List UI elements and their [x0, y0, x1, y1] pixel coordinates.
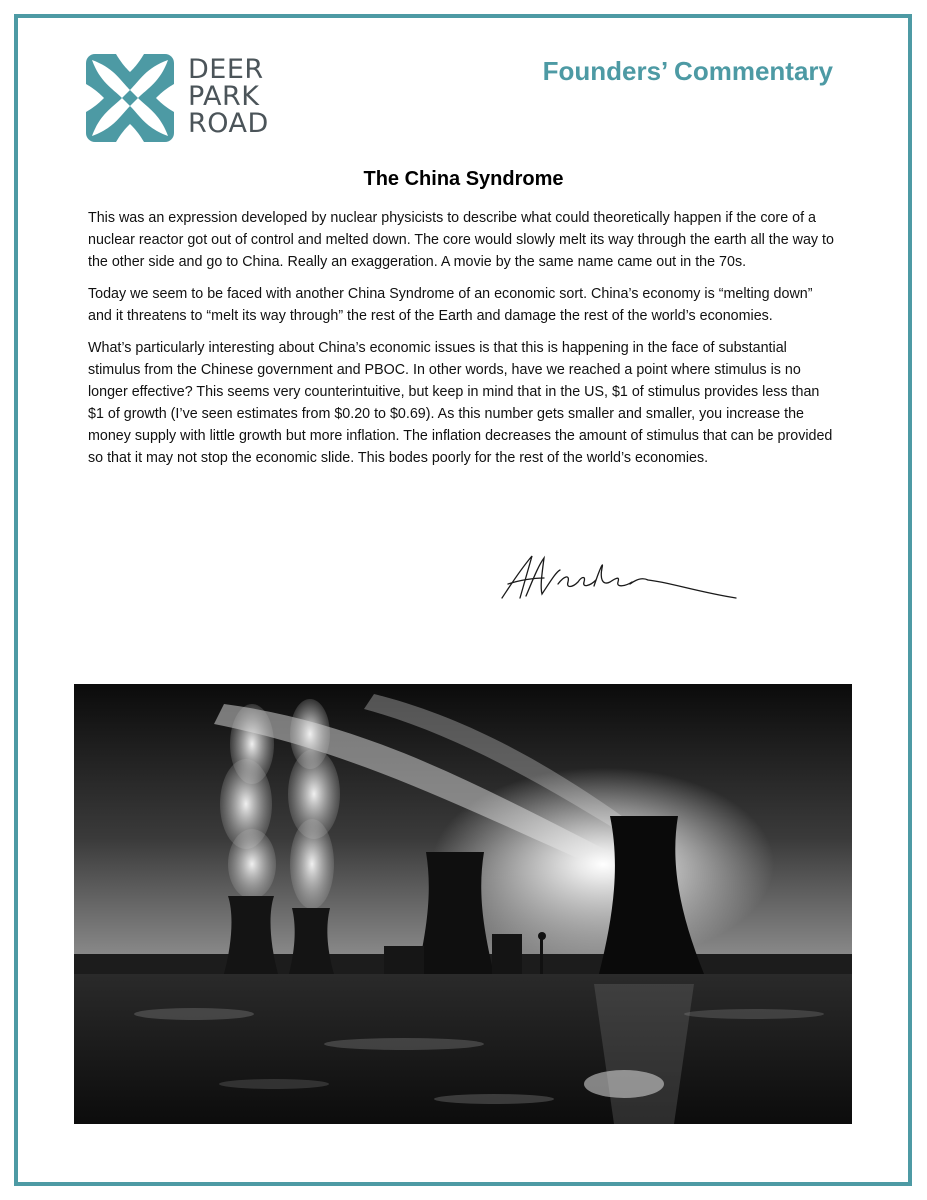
logo-line-deer: DEER — [188, 54, 264, 85]
company-logo — [86, 54, 276, 142]
article-paragraph: What’s particularly interesting about China’s economic issues is that this is happening in the face of substantial stimulus from the Chinese government and PBOC. In other words, have we reached a point where stimulus is no longer effective? This seems very counterintuitive, but keep in mind that in the US, $1 of stimulus provides less than $1 of growth (I’ve seen estimates from $0.20 to $0.69). As this number gets smaller and smaller, you increase the money supply with little growth but more inflation. The inflation decreases the amount of stimulus that can be provided so that it may not stop the economic slide. This bodes poorly for the rest of the world’s economies. — [88, 340, 833, 466]
cooling-towers-photo — [74, 684, 852, 1124]
deer-park-road-logo-icon — [86, 54, 174, 142]
article-paragraph: Today we seem to be faced with another China Syndrome of an economic sort. China’s economy is “melting down” and it threatens to “melt its way through” the rest of the Earth and damage the rest of the world’s economies. — [88, 286, 813, 324]
signature-icon — [498, 548, 738, 602]
page-header-title: Founders’ Commentary — [542, 56, 833, 86]
logo-wordmark — [188, 56, 269, 137]
article-paragraph: This was an expression developed by nuclear physicists to describe what could theoretically happen if the core of a nuclear reactor got out of control and melted down. The core would slowly melt its way through the earth all the way to the other side and go to China. Really an exaggeration. A movie by the same name came out in the 70s. — [88, 210, 834, 270]
logo-line-road: ROAD — [188, 108, 269, 139]
article-title: The China Syndrome — [363, 168, 564, 190]
logo-line-park: PARK — [188, 81, 260, 112]
article-body — [88, 207, 838, 479]
